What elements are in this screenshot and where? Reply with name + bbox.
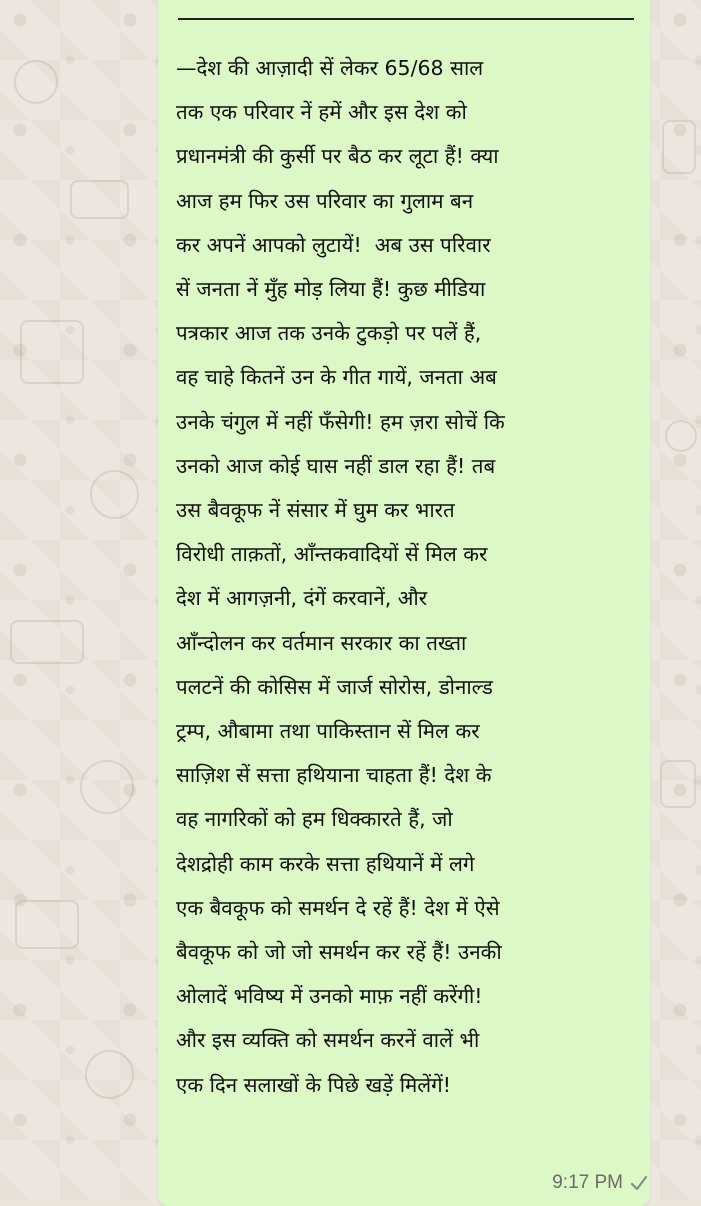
wallpaper-doodle [80,760,134,814]
wallpaper-doodle [10,620,84,664]
wallpaper-doodle [85,1050,134,1099]
message-line: वह नागरिकों को हम धिक्कारते हैं, जो [176,807,453,832]
wallpaper-doodle [90,470,139,519]
message-line: एक बैवकूफ को समर्थन दे रहें हैं! देश में ऐसे [176,895,500,920]
message-line: सें जनता नें मुँह मोड़ लिया हैं! कुछ मीडिया [176,277,486,302]
message-line: देशद्रोही काम करके सत्ता हथियानें में लगे [176,851,475,876]
message-line: ओलादें भविष्य में उनको माफ़ नहीं करेंगी! [176,984,483,1009]
wallpaper-doodle [660,760,696,808]
wallpaper-doodle [20,320,84,384]
wallpaper-doodle [14,60,58,104]
message-line: उनको आज कोई घास नहीं डाल रहा हैं! तब [176,453,496,478]
message-line: आँन्दोलन कर वर्तमान सरकार का तख्ता [176,630,467,655]
message-line: एक दिन सलाखों के पिछे खड़ें मिलेंगें! [176,1072,451,1097]
message-line: विरोधी ताक़तों, आँन्तकवादियों सें मिल कर [176,542,488,567]
message-line: ट्रम्प, औबामा तथा पाकिस्तान सें मिल कर [176,719,480,744]
message-line: बैवकूफ को जो जो समर्थन कर रहें हैं! उनकी [176,940,502,965]
wallpaper-doodle [665,420,697,452]
message-line: कर अपनें आपको लुटायें! अब उस परिवार [176,232,491,257]
message-line: वह चाहे कितनें उन के गीत गायें, जनता अब [176,365,497,390]
message-line: पलटनें की कोसिस में जार्ज सोरोस, डोनाल्ड [176,674,493,699]
message-line: उस बैवकूफ नें संसार में घुम कर भारत [176,498,455,523]
message-line: साज़िश सें सत्ता हथियाना चाहता हैं! देश के [176,763,492,788]
message-line: —देश की आज़ादी सें लेकर 65/68 साल [176,56,484,80]
message-line: उनके चंगुल में नहीं फँसेगी! हम ज़रा सोचें कि [176,409,505,434]
message-line: पत्रकार आज तक उनके टुकड़ो पर पलें हैं, [176,321,482,346]
wallpaper-doodle [15,900,79,949]
message-line: और इस व्यक्ति को समर्थन करनें वालें भी [176,1028,480,1053]
wallpaper-doodle [70,180,129,219]
wallpaper-doodle [662,120,696,174]
divider-line [178,18,634,20]
message-line: देश में आगज़नी, दंगें करवानें, और [176,586,428,611]
message-line: आज हम फिर उस परिवार का गुलाम बन [176,188,474,213]
message-meta [552,1172,649,1194]
message-line: प्रधानमंत्री की कुर्सी पर बैठ कर लूटा हैं! क्या [176,144,499,169]
single-check-icon [629,1173,649,1193]
message-timestamp: 9:17 PM [552,1172,623,1193]
message-text [176,46,638,1107]
message-line: तक एक परिवार नें हमें और इस देश को [176,100,467,125]
